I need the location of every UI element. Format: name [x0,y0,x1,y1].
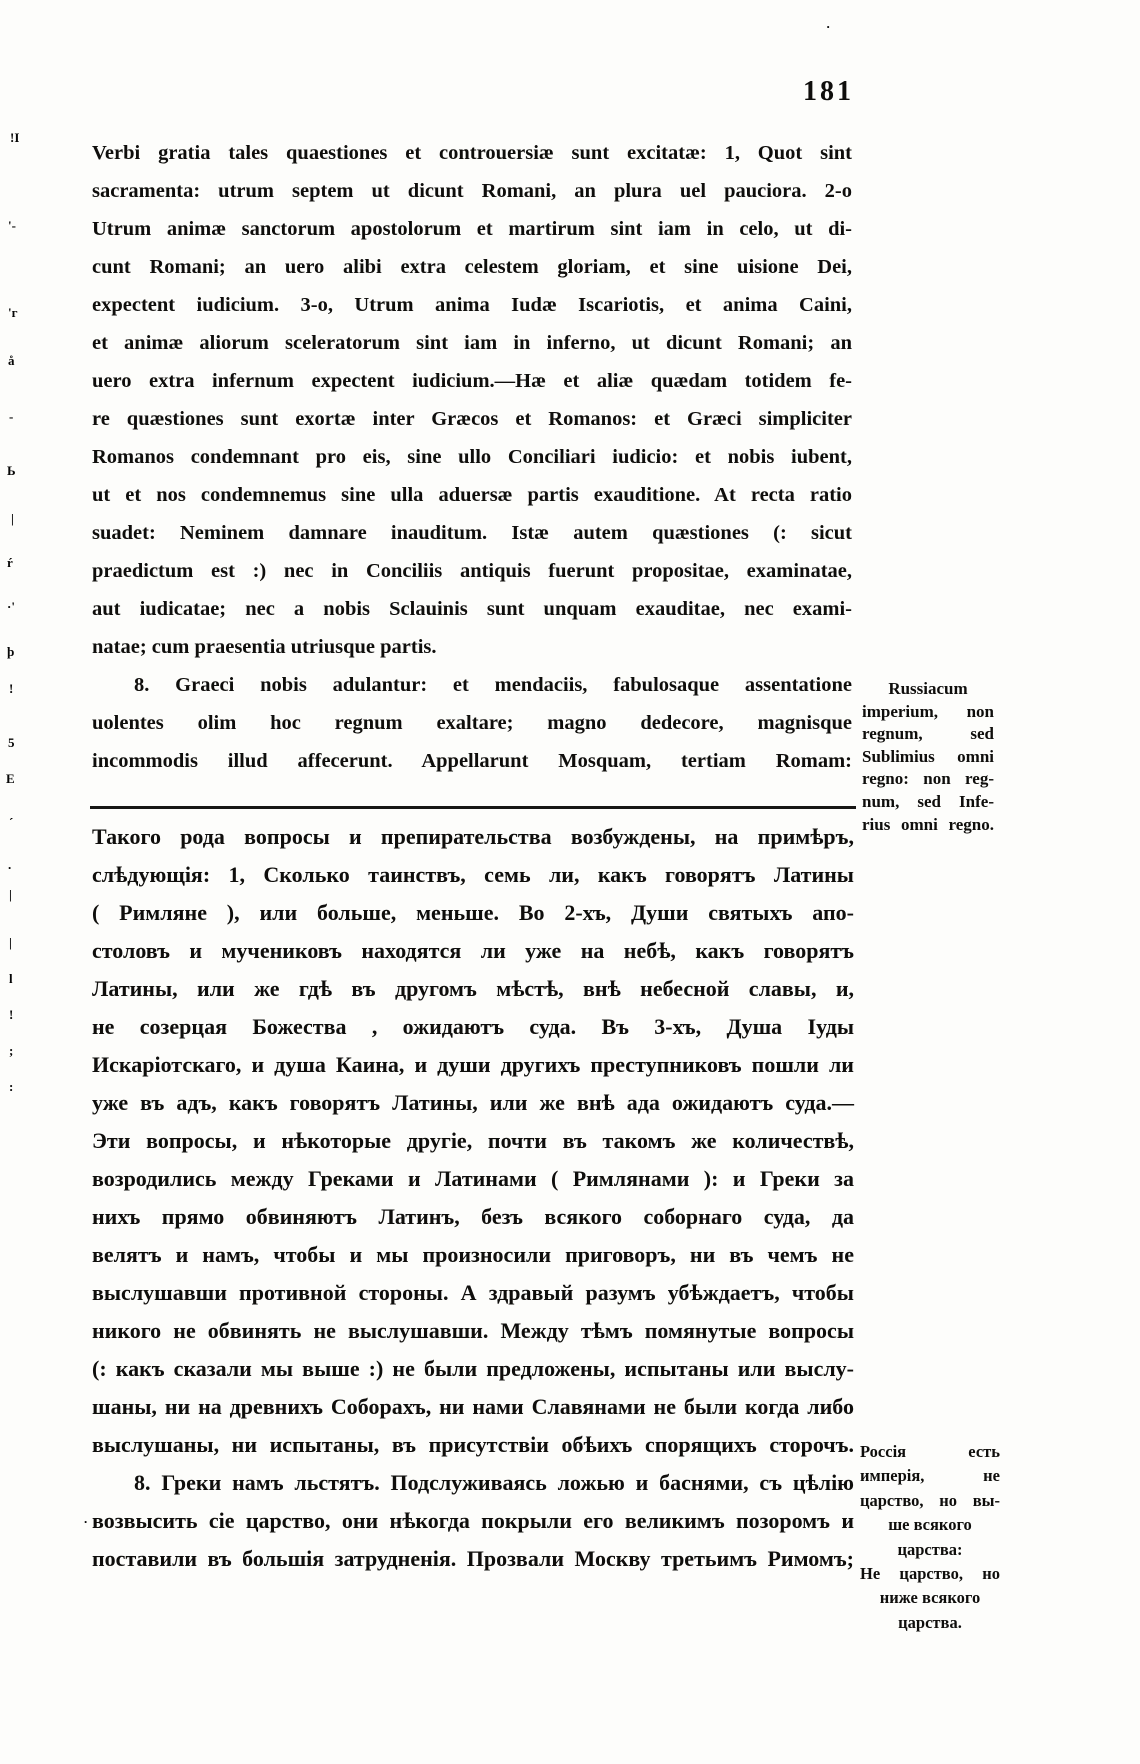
ink-speck-icon: . [8,857,12,872]
ink-speck-icon: ! [9,1007,14,1022]
latin-text-line: 8. Graeci nobis adulantur: et mendaciis, fabulosaque assentatione [134,674,852,696]
ink-speck-icon: 'г [8,305,18,320]
page-number: 181 [803,76,854,107]
margin-note-line: имперія, не [860,1466,1000,1486]
russian-text-line: столовъ и мучениковъ находятся ли уже на небѣ, какъ говорятъ [92,938,854,963]
ink-speck-icon: | [9,935,12,950]
margin-note-russian [860,1440,1000,1635]
margin-note-line: imperium, non [862,701,994,721]
margin-note-line: num, sed Infe- [862,791,994,811]
divider-rule [90,806,856,809]
russian-text-line: выслушаны, ни испытаны, въ присутствіи обѣихъ спорящихъ сторочъ. [92,1432,854,1457]
russian-text-line: (: какъ сказали мы выше :) не были предложены, испытаны или выслу- [92,1356,854,1381]
latin-text-line: aut iudicatae; nec a nobis Sclauinis sunt unquam exauditae, nec exami- [92,598,852,620]
latin-text-line: ut et nos condemnemus sine ulla aduersæ partis exauditione. At recta ratio [92,484,852,506]
ink-speck-icon: ·' [7,599,15,614]
ink-speck-icon: : [9,1079,14,1094]
margin-note-line: Russiacum [888,679,968,698]
russian-text-line: ( Римляне ), или больше, меньше. Во 2-хъ, Души святыхъ апо- [92,900,854,925]
latin-text-line: uero extra infernum expectent iudicium.—Hæ et aliæ quædam totidem fe- [92,370,852,392]
latin-text-line: re quæstiones sunt exortæ inter Græcos et Romanos: et Græci simpliciter [92,408,852,430]
ink-speck-icon: ! [9,681,14,696]
russian-text-line: Латины, или же гдѣ въ другомъ мѣстѣ, внѣ небесной славы, и, [92,976,854,1001]
ink-speck-icon: þ [7,644,15,659]
ink-speck-icon: å [8,353,15,368]
ink-speck-icon: '- [8,218,16,233]
margin-note-line: царства. [898,1612,962,1632]
ink-speck-icon: ŕ [7,555,13,570]
latin-text-line: et animæ aliorum sceleratorum sint iam in inferno, ut dicunt Romani; an [92,332,852,354]
ink-speck-icon: . [84,1511,88,1526]
latin-text-line: Romanos condemnant pro eis, sine ullo Conciliari iudicio: et nobis iubent, [92,446,852,468]
russian-text-line: 8. Греки намъ льстятъ. Подслуживаясь ложью и баснями, съ цѣлію [134,1470,854,1495]
latin-text-line: expectent iudicium. 3-o, Utrum anima Iudæ Iscariotis, et anima Caini, [92,294,852,316]
russian-text-line: Такого рода вопросы и препирательства возбуждены, на примѣръ, [92,824,854,849]
margin-note-line: regnum, sed [862,724,994,744]
ink-speck-icon: · [826,19,831,34]
ink-speck-icon: ; [9,1043,14,1058]
latin-text-line: Utrum animæ sanctorum apostolorum et martirum sint iam in celo, ut di- [92,218,852,240]
ink-speck-icon: 5 [8,735,15,750]
margin-note-line: Sublimius omni [862,746,994,766]
russian-text-line: выслушавши противной стороны. А здравый разумъ убѣждаетъ, чтобы [92,1280,854,1305]
latin-text-line: sacramenta: utrum septem ut dicunt Romani, an plura uel pauciora. 2-o [92,180,852,202]
latin-text-line: natae; cum praesentia utriusque partis. [92,636,437,658]
ink-speck-icon: Е [6,771,15,786]
russian-text-line: никого не обвинять не выслушавши. Между тѣмъ помянутые вопросы [92,1318,854,1343]
ink-speck-icon: l [9,971,13,986]
russian-text-line: нихъ прямо обвиняютъ Латинъ, безъ всякого соборнаго суда, да [92,1204,854,1229]
margin-note-line: regno: non reg- [862,769,994,789]
ink-speck-icon: Ь [7,463,16,478]
russian-text-line: уже въ адъ, какъ говорятъ Латины, или же внѣ ада ожидаютъ суда.— [92,1090,854,1115]
latin-text-block [92,134,852,780]
russian-text-line: Эти вопросы, и нѣкоторые другіе, почти въ такомъ же количествѣ, [92,1128,854,1153]
ink-speck-icon: | [11,511,14,526]
latin-text-line: praedictum est :) nec in Conciliis antiquis fuerunt propositae, examinatae, [92,560,852,582]
russian-text-block [92,818,854,1578]
latin-text-line: suadet: Neminem damnare inauditum. Istæ autem quæstiones (: sicut [92,522,852,544]
margin-note-line: царство, но вы- [860,1490,1000,1510]
ink-speck-icon: | [9,887,12,902]
ink-speck-icon: ´ [9,815,14,830]
margin-note-line: ниже всякого [879,1588,981,1608]
ink-speck-icon: !I [10,130,20,145]
latin-text-line: uolentes olim hoc regnum exaltare; magno dedecore, magnisque [92,712,852,734]
russian-text-line: поставили въ большія затрудненія. Прозвали Москву третьимъ Римомъ; [92,1546,854,1571]
latin-text-line: cunt Romani; an uero alibi extra celestem gloriam, et sine uisione Dei, [92,256,852,278]
russian-text-line: Искаріотскаго, и душа Каина, и души другихъ преступниковъ пошли ли [92,1052,854,1077]
russian-text-line: возродились между Греками и Латинами ( Римлянами ): и Греки за [92,1166,854,1191]
margin-note-line: Не царство, но [860,1563,1000,1583]
margin-note-latin [862,678,994,836]
margin-note-line: царства: [897,1539,963,1559]
russian-text-line: возвысить сіе царство, они нѣкогда покрыли его великимъ позоромъ и [92,1508,854,1533]
latin-text-line: incommodis illud affecerunt. Appellarunt Mosquam, tertiam Romam: [92,750,852,772]
latin-text-line: Verbi gratia tales quaestiones et controuersiæ sunt excitatæ: 1, Quot sint [92,142,852,164]
margin-note-line: Россія есть [860,1442,1000,1461]
ink-speck-icon: - [9,409,14,424]
russian-text-line: слѣдующія: 1, Сколько таинствъ, семь ли, какъ говорятъ Латины [92,862,854,887]
russian-text-line: шаны, ни на древнихъ Соборахъ, ни нами Славянами не были когда либо [92,1394,854,1419]
russian-text-line: велятъ и намъ, чтобы и мы произносили приговоръ, ни въ чемъ не [92,1242,854,1267]
margin-note-line: ше всякого [888,1515,972,1535]
russian-text-line: не созерцая Божества , ожидаютъ суда. Въ 3-хъ, Душа Іуды [92,1014,854,1039]
margin-note-line: rius omni regno. [862,814,994,834]
